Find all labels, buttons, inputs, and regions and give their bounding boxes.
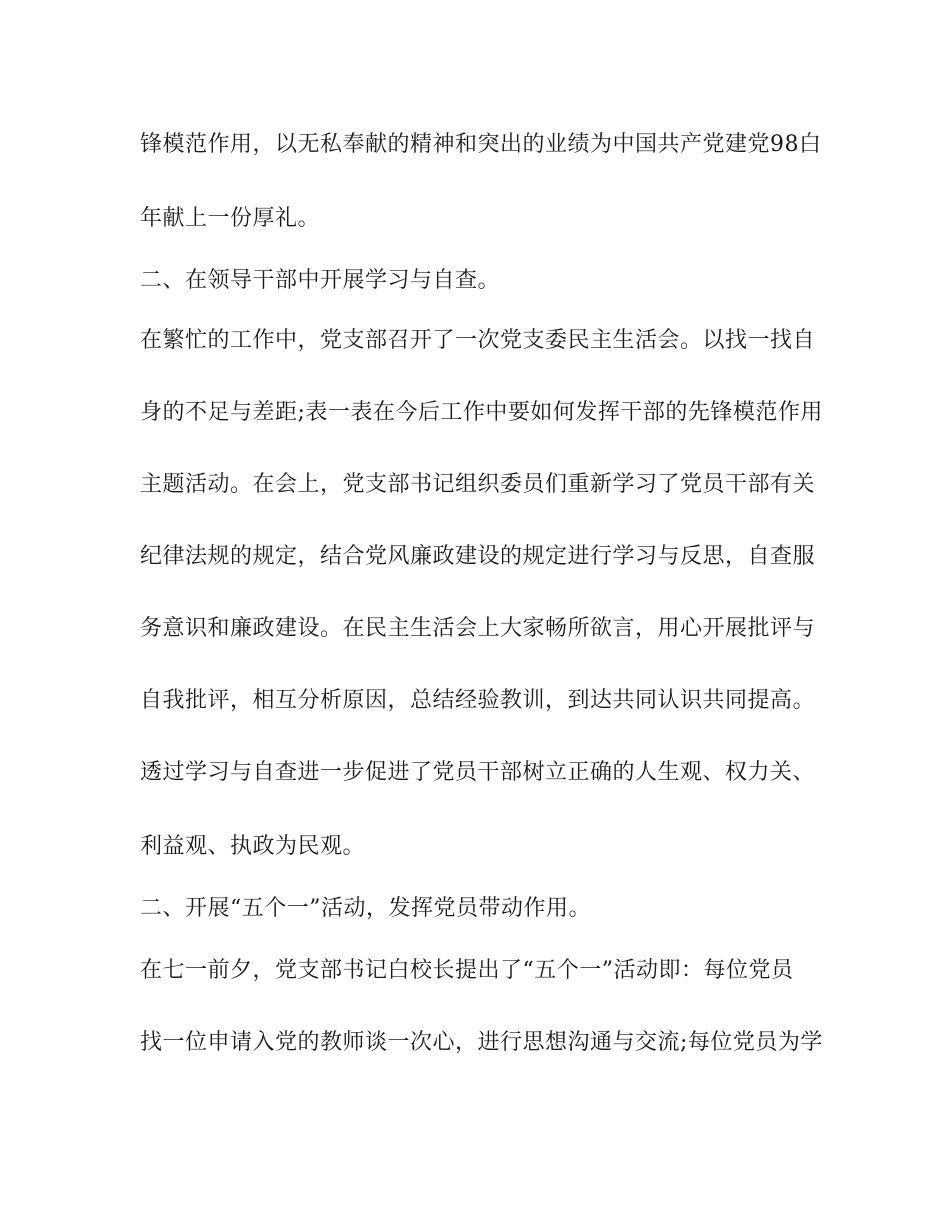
body-text-line: 主题活动。在会上，党支部书记组织委员们重新学习了党员干部有关 [140,472,816,497]
body-text-line: 年献上一份厚礼。 [140,206,321,231]
body-text-line: 在七一前夕，党支部书记白校长提出了“五个一”活动即：每位党员 [140,958,794,983]
section-heading: 二、开展“五个一”活动，发挥党员带动作用。 [140,896,591,921]
body-text-line: 纪律法规的规定，结合党风廉政建设的规定进行学习与反思，自查服 [140,544,816,569]
body-text-line: 自我批评，相互分析原因，总结经验教训，到达共同认识共同提高。 [140,688,816,713]
body-text-line: 务意识和廉政建设。在民主生活会上大家畅所欲言，用心开展批评与 [140,616,816,641]
body-text-line: 利益观、执政为民观。 [140,834,366,859]
body-text-line: 透过学习与自查进一步促进了党员干部树立正确的人生观、权力关、 [140,760,816,785]
section-heading: 二、在领导干部中开展学习与自查。 [140,268,501,293]
body-text-line: 身的不足与差距;表一表在今后工作中要如何发挥干部的先锋模范作用 [140,400,823,425]
body-text-line: 锋模范作用，以无私奉献的精神和突出的业绩为中国共产党建党98白 [140,132,822,157]
body-text-line: 在繁忙的工作中，党支部召开了一次党支委民主生活会。以找一找自 [140,328,816,353]
body-text-line: 找一位申请入党的教师谈一次心，进行思想沟通与交流;每位党员为学 [140,1030,823,1055]
